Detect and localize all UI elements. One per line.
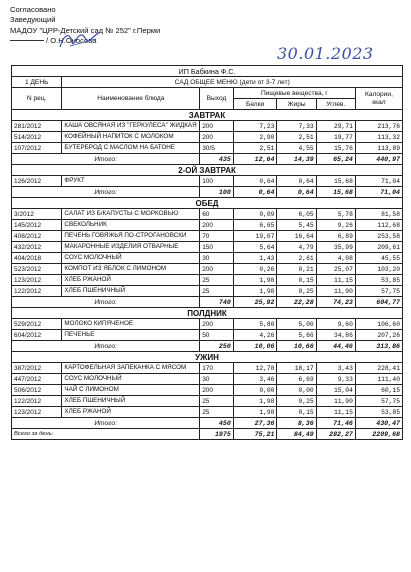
handwritten-date: 30.01.2023: [277, 44, 374, 63]
meal-total-carbs: 74,23: [316, 297, 355, 308]
dish-row: [12, 275, 403, 286]
dish-carbs: 3,43: [316, 363, 355, 374]
meal-total-calories: 440,97: [355, 154, 402, 165]
recipe-number: 432/2012: [12, 242, 62, 253]
dish-fat: 6,69: [277, 374, 316, 385]
dish-yield: 200: [200, 132, 234, 143]
dish-carbs: 11,15: [316, 275, 355, 286]
meal-total-calories: 604,77: [355, 297, 402, 308]
dish-carbs: 11,90: [316, 396, 355, 407]
meal-total-label: Итого:: [12, 297, 200, 308]
meal-total-yield: 100: [200, 187, 234, 198]
dish-yield: 100: [200, 176, 234, 187]
meal-total-calories: 430,47: [355, 418, 402, 429]
meal-total-fat: 14,39: [277, 154, 316, 165]
dish-row: [12, 253, 403, 264]
dish-fat: 2,61: [277, 253, 316, 264]
dish-protein: 3,46: [233, 374, 277, 385]
dish-calories: 106,60: [355, 319, 402, 330]
dish-name: КАРТОФЕЛЬНАЯ ЗАПЕКАНКА С МЯСОМ: [62, 363, 200, 374]
meal-total-row: [12, 297, 403, 308]
meal-total-calories: 71,04: [355, 187, 402, 198]
day-label: 1 ДЕНЬ: [12, 77, 62, 88]
dish-protein: 7,23: [233, 121, 277, 132]
dish-name: СВЕКОЛЬНИК: [62, 220, 200, 231]
dish-name: ЧАЙ С ЛИМОНОМ: [62, 385, 200, 396]
meal-total-carbs: 65,24: [316, 154, 355, 165]
meal-total-carbs: 71,46: [316, 418, 355, 429]
dish-carbs: 5,78: [316, 209, 355, 220]
meal-total-label: Итого:: [12, 341, 200, 352]
menu-table: [11, 65, 403, 440]
header-nutrients: Пищевые вещества, г: [233, 88, 355, 99]
meal-total-fat: 22,28: [277, 297, 316, 308]
dish-carbs: 19,77: [316, 132, 355, 143]
dish-row: [12, 176, 403, 187]
dish-fat: 4,55: [277, 143, 316, 154]
dish-calories: 53,85: [355, 407, 402, 418]
dish-row: [12, 209, 403, 220]
dish-yield: 25: [200, 275, 234, 286]
dish-name: ХЛЕБ РЖАНОЙ: [62, 275, 200, 286]
dish-row: [12, 220, 403, 231]
dish-fat: 0,25: [277, 286, 316, 297]
dish-name: САЛАТ ИЗ Б/КАПУСТЫ С МОРКОВЬЮ: [62, 209, 200, 220]
dish-row: [12, 407, 403, 418]
menu-body: [12, 110, 403, 429]
dish-row: [12, 385, 403, 396]
dish-calories: 45,55: [355, 253, 402, 264]
dish-row: [12, 396, 403, 407]
approval-position: Заведующий: [10, 15, 56, 25]
meal-total-yield: 740: [200, 297, 234, 308]
dish-carbs: 11,15: [316, 407, 355, 418]
dish-row: [12, 231, 403, 242]
dish-protein: 1,43: [233, 253, 277, 264]
dish-carbs: 9,33: [316, 374, 355, 385]
dish-calories: 111,40: [355, 374, 402, 385]
dish-yield: 50: [200, 330, 234, 341]
meal-title: ОБЕД: [12, 198, 403, 209]
dish-calories: 113,32: [355, 132, 402, 143]
dish-fat: 4,79: [277, 242, 316, 253]
dish-carbs: 9,60: [316, 319, 355, 330]
dish-carbs: 34,86: [316, 330, 355, 341]
dish-fat: 5,45: [277, 220, 316, 231]
recipe-number: 3/2012: [12, 209, 62, 220]
dish-carbs: 11,90: [316, 286, 355, 297]
meal-section-header: [12, 110, 403, 121]
dish-name: ХЛЕБ ПШЕНИЧНЫЙ: [62, 286, 200, 297]
dish-yield: 200: [200, 264, 234, 275]
dish-name: КОМПОТ ИЗ ЯБЛОК С ЛИМОНОМ: [62, 264, 200, 275]
dish-calories: 207,26: [355, 330, 402, 341]
dish-yield: 200: [200, 220, 234, 231]
approval-organization: МАДОУ "ЦРР-Детский сад № 252" г.Перми: [10, 25, 161, 35]
dish-name: СОУС МОЛОЧНЫЙ: [62, 374, 200, 385]
dish-calories: 81,58: [355, 209, 402, 220]
meal-total-calories: 313,86: [355, 341, 402, 352]
dish-yield: 25: [200, 396, 234, 407]
meal-total-protein: 10,06: [233, 341, 277, 352]
meal-title: 2-ОЙ ЗАВТРАК: [12, 165, 403, 176]
dish-carbs: 4,08: [316, 253, 355, 264]
dish-protein: 0,64: [233, 176, 277, 187]
dish-row: [12, 319, 403, 330]
dish-yield: 200: [200, 319, 234, 330]
recipe-number: 447/2012: [12, 374, 62, 385]
dish-protein: 2,90: [233, 132, 277, 143]
organization-name: ИП Бабкина Ф.С.: [12, 66, 403, 77]
grand-total-yield: 1975: [200, 429, 234, 440]
dish-calories: 60,15: [355, 385, 402, 396]
meal-total-label: Итого:: [12, 187, 200, 198]
dish-protein: 0,26: [233, 264, 277, 275]
meal-total-yield: 250: [200, 341, 234, 352]
dish-yield: 70: [200, 231, 234, 242]
meal-total-label: Итого:: [12, 418, 200, 429]
dish-name: ФРУКТ: [62, 176, 200, 187]
meal-total-fat: 10,66: [277, 341, 316, 352]
dish-fat: 7,33: [277, 121, 316, 132]
dish-carbs: 25,07: [316, 264, 355, 275]
dish-name: ПЕЧЕНЬЕ: [62, 330, 200, 341]
dish-row: [12, 132, 403, 143]
dish-yield: 150: [200, 242, 234, 253]
dish-name: ХЛЕБ РЖАНОЙ: [62, 407, 200, 418]
recipe-number: 123/2012: [12, 407, 62, 418]
meal-total-protein: 0,64: [233, 187, 277, 198]
dish-fat: 0,15: [277, 275, 316, 286]
recipe-number: 122/2012: [12, 286, 62, 297]
meal-section-header: [12, 165, 403, 176]
meal-title: ПОЛДНИК: [12, 308, 403, 319]
recipe-number: 529/2012: [12, 319, 62, 330]
dish-row: [12, 330, 403, 341]
dish-fat: 6,05: [277, 209, 316, 220]
meal-total-protein: 27,36: [233, 418, 277, 429]
recipe-number: 404/2018: [12, 253, 62, 264]
dish-yield: 60: [200, 209, 234, 220]
meal-total-label: Итого:: [12, 154, 200, 165]
dish-yield: 200: [200, 121, 234, 132]
meal-section-header: [12, 308, 403, 319]
header-fat: Жиры: [277, 99, 316, 110]
grand-total-row: [12, 429, 403, 440]
meal-total-yield: 435: [200, 154, 234, 165]
dish-protein: 0,00: [233, 385, 277, 396]
meal-title: ЗАВТРАК: [12, 110, 403, 121]
dish-calories: 113,89: [355, 143, 402, 154]
header-calories: Калории, ккал: [355, 88, 402, 110]
dish-row: [12, 286, 403, 297]
menu-title: САД ОБЩЕЕ МЕНЮ (дети от 3-7 лет): [62, 77, 403, 88]
dish-yield: 25: [200, 286, 234, 297]
dish-calories: 53,85: [355, 275, 402, 286]
meal-section-header: [12, 352, 403, 363]
header-yield: Выход: [200, 88, 234, 110]
dish-calories: 253,58: [355, 231, 402, 242]
dish-protein: 0,09: [233, 209, 277, 220]
dish-protein: 5,64: [233, 242, 277, 253]
meal-total-protein: 12,64: [233, 154, 277, 165]
dish-name: СОУС МОЛОЧНЫЙ: [62, 253, 200, 264]
dish-fat: 5,00: [277, 319, 316, 330]
dish-fat: 0,15: [277, 407, 316, 418]
dish-protein: 5,80: [233, 319, 277, 330]
dish-row: [12, 242, 403, 253]
dish-carbs: 29,71: [316, 121, 355, 132]
dish-calories: 57,75: [355, 396, 402, 407]
dish-fat: 0,21: [277, 264, 316, 275]
meal-total-protein: 25,92: [233, 297, 277, 308]
dish-calories: 228,41: [355, 363, 402, 374]
dish-fat: 18,17: [277, 363, 316, 374]
dish-row: [12, 143, 403, 154]
dish-name: КОФЕЙНЫЙ НАПИТОК С МОЛОКОМ: [62, 132, 200, 143]
meal-total-row: [12, 154, 403, 165]
recipe-number: 523/2012: [12, 264, 62, 275]
dish-protein: 1,98: [233, 275, 277, 286]
dish-calories: 213,76: [355, 121, 402, 132]
dish-fat: 5,66: [277, 330, 316, 341]
dish-row: [12, 374, 403, 385]
dish-yield: 170: [200, 363, 234, 374]
dish-name: ХЛЕБ ПШЕНИЧНЫЙ: [62, 396, 200, 407]
dish-yield: 30/5: [200, 143, 234, 154]
approval-label: Согласовано: [10, 5, 56, 14]
handwritten-signature: [56, 30, 102, 52]
recipe-number: 122/2012: [12, 396, 62, 407]
header-protein: Белки: [233, 99, 277, 110]
dish-name: МОЛОКО КИПЯЧЕНОЕ: [62, 319, 200, 330]
meal-section-header: [12, 198, 403, 209]
meal-total-yield: 450: [200, 418, 234, 429]
recipe-number: 506/2012: [12, 385, 62, 396]
dish-name: КАША ОВСЯНАЯ ИЗ "ГЕРКУЛЕСА" ЖИДКАЯ: [62, 121, 200, 132]
dish-protein: 6,65: [233, 220, 277, 231]
dish-carbs: 35,99: [316, 242, 355, 253]
grand-total-carbs: 282,27: [316, 429, 355, 440]
dish-protein: 2,51: [233, 143, 277, 154]
dish-calories: 112,68: [355, 220, 402, 231]
dish-yield: 30: [200, 374, 234, 385]
recipe-number: 387/2012: [12, 363, 62, 374]
header-carbs: Углев.: [316, 99, 355, 110]
dish-carbs: 15,76: [316, 143, 355, 154]
recipe-number: 107/2012: [12, 143, 62, 154]
meal-title: УЖИН: [12, 352, 403, 363]
dish-fat: 0,25: [277, 396, 316, 407]
dish-protein: 1,98: [233, 286, 277, 297]
dish-carbs: 15,04: [316, 385, 355, 396]
dish-calories: 209,61: [355, 242, 402, 253]
dish-calories: 103,20: [355, 264, 402, 275]
dish-protein: 4,26: [233, 330, 277, 341]
dish-calories: 57,75: [355, 286, 402, 297]
meal-total-row: [12, 341, 403, 352]
dish-row: [12, 363, 403, 374]
dish-carbs: 9,26: [316, 220, 355, 231]
recipe-number: 126/2012: [12, 176, 62, 187]
meal-total-fat: 8,36: [277, 418, 316, 429]
dish-fat: 0,64: [277, 176, 316, 187]
dish-fat: 2,51: [277, 132, 316, 143]
dish-carbs: 6,89: [316, 231, 355, 242]
grand-total-calories: 2209,68: [355, 429, 402, 440]
header-dish: Наименование блюда: [62, 88, 200, 110]
meal-total-carbs: 44,46: [316, 341, 355, 352]
approval-name: / О.Н.Оносова: [46, 36, 97, 46]
dish-carbs: 15,68: [316, 176, 355, 187]
dish-protein: 19,07: [233, 231, 277, 242]
dish-calories: 71,04: [355, 176, 402, 187]
recipe-number: 145/2012: [12, 220, 62, 231]
meal-total-row: [12, 187, 403, 198]
grand-total-label: Всего за день:: [12, 429, 200, 440]
dish-yield: 25: [200, 407, 234, 418]
recipe-number: 281/2012: [12, 121, 62, 132]
recipe-number: 123/2012: [12, 275, 62, 286]
meal-total-row: [12, 418, 403, 429]
dish-fat: 16,64: [277, 231, 316, 242]
dish-name: ПЕЧЕНЬ ГОВЯЖЬЯ ПО-СТРОГАНОВСКИ: [62, 231, 200, 242]
dish-name: МАКАРОННЫЕ ИЗДЕЛИЯ ОТВАРНЫЕ: [62, 242, 200, 253]
dish-fat: 0,00: [277, 385, 316, 396]
dish-protein: 1,98: [233, 407, 277, 418]
meal-total-carbs: 15,68: [316, 187, 355, 198]
dish-row: [12, 121, 403, 132]
dish-protein: 1,98: [233, 396, 277, 407]
dish-protein: 12,78: [233, 363, 277, 374]
recipe-number: 408/2012: [12, 231, 62, 242]
recipe-number: 604/2012: [12, 330, 62, 341]
dish-name: БУТЕРБРОД С МАСЛОМ НА БАТОНЕ: [62, 143, 200, 154]
header-recipe: N рец.: [12, 88, 62, 110]
grand-total-protein: 75,21: [233, 429, 277, 440]
grand-total-fat: 84,49: [277, 429, 316, 440]
dish-yield: 30: [200, 253, 234, 264]
recipe-number: 514/2012: [12, 132, 62, 143]
dish-yield: 200: [200, 385, 234, 396]
meal-total-fat: 0,64: [277, 187, 316, 198]
dish-row: [12, 264, 403, 275]
